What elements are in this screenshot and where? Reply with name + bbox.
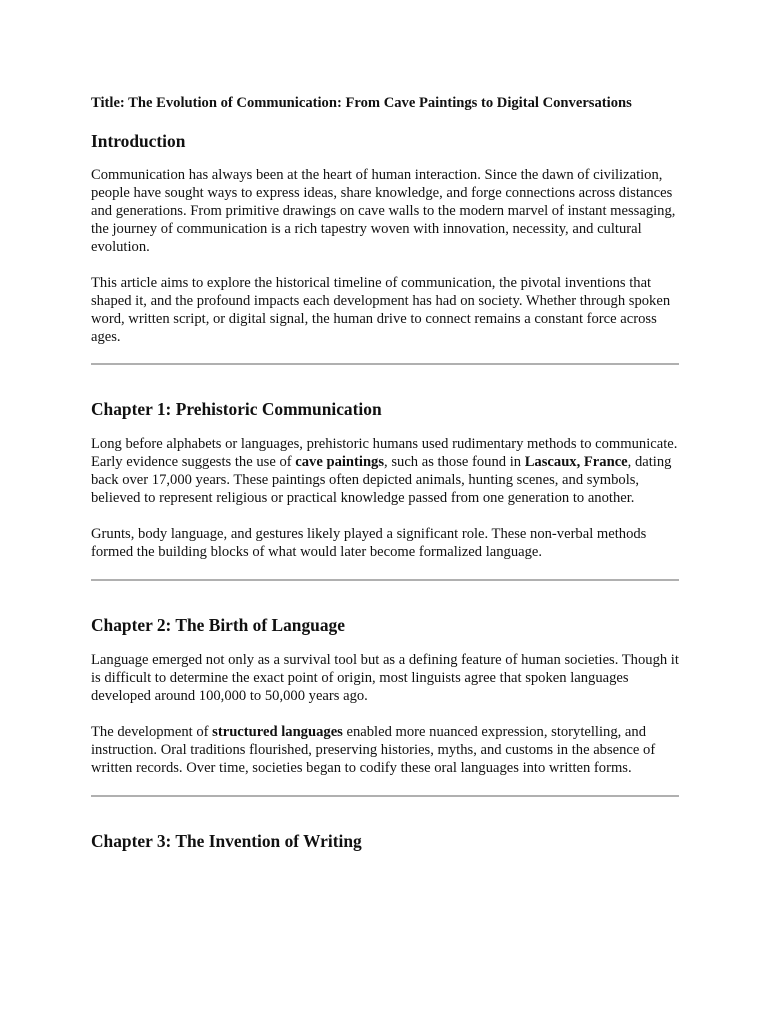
- section-divider: [91, 363, 679, 365]
- section-heading-chapter-2: Chapter 2: The Birth of Language: [91, 615, 345, 635]
- chapter-1-paragraph-1: Long before alphabets or languages, prehistoric humans used rudimentary methods to communicate. Early evidence suggests the use of cave paintings, such as those found in Lascaux, France, dating back over 17,000 years. These paintings often depicted animals, hunting scenes, and symbols, believed to represent religious or practical knowledge passed from one generation to another.: [91, 436, 678, 506]
- chapter-1-paragraph-2: Grunts, body language, and gestures likely played a significant role. These non-verbal methods formed the building blocks of what would later become formalized language.: [91, 526, 647, 560]
- intro-paragraph-2: This article aims to explore the historical timeline of communication, the pivotal inventions that shaped it, and the profound impacts each development has had on society. Whether through spoken word, written script, or digital signal, the human drive to connect remains a constant force across ages.: [91, 275, 671, 345]
- bold-term: cave paintings: [295, 454, 385, 470]
- section-heading-chapter-3: Chapter 3: The Invention of Writing: [91, 831, 362, 851]
- bold-term: structured languages: [212, 724, 343, 740]
- intro-paragraph-1: Communication has always been at the heart of human interaction. Since the dawn of civilization, people have sought ways to express ideas, share knowledge, and forge connections across distances and generations. From primitive drawings on cave walls to the modern marvel of instant messaging, the journey of communication is a rich tapestry woven with innovation, necessity, and cultural evolution.: [91, 167, 676, 255]
- document-page: [91, 94, 679, 852]
- bold-term: Lascaux, France: [524, 454, 628, 470]
- chapter-2-paragraph-1: Language emerged not only as a survival tool but as a defining feature of human societies. Though it is difficult to determine the exact point of origin, most linguists agree that spoken languages developed around 100,000 to 50,000 years ago.: [91, 652, 679, 704]
- section-divider: [91, 579, 679, 581]
- section-heading-chapter-1: Chapter 1: Prehistoric Communication: [91, 399, 382, 419]
- chapter-2-paragraph-2: The development of structured languages enabled more nuanced expression, storytelling, and instruction. Oral traditions flourished, preserving histories, myths, and customs in the absence of written records. Over time, societies began to codify these oral languages into written forms.: [91, 724, 656, 776]
- section-divider: [91, 795, 679, 797]
- section-heading-introduction: Introduction: [91, 131, 186, 151]
- document-title: Title: The Evolution of Communication: From Cave Paintings to Digital Conversations: [91, 95, 632, 111]
